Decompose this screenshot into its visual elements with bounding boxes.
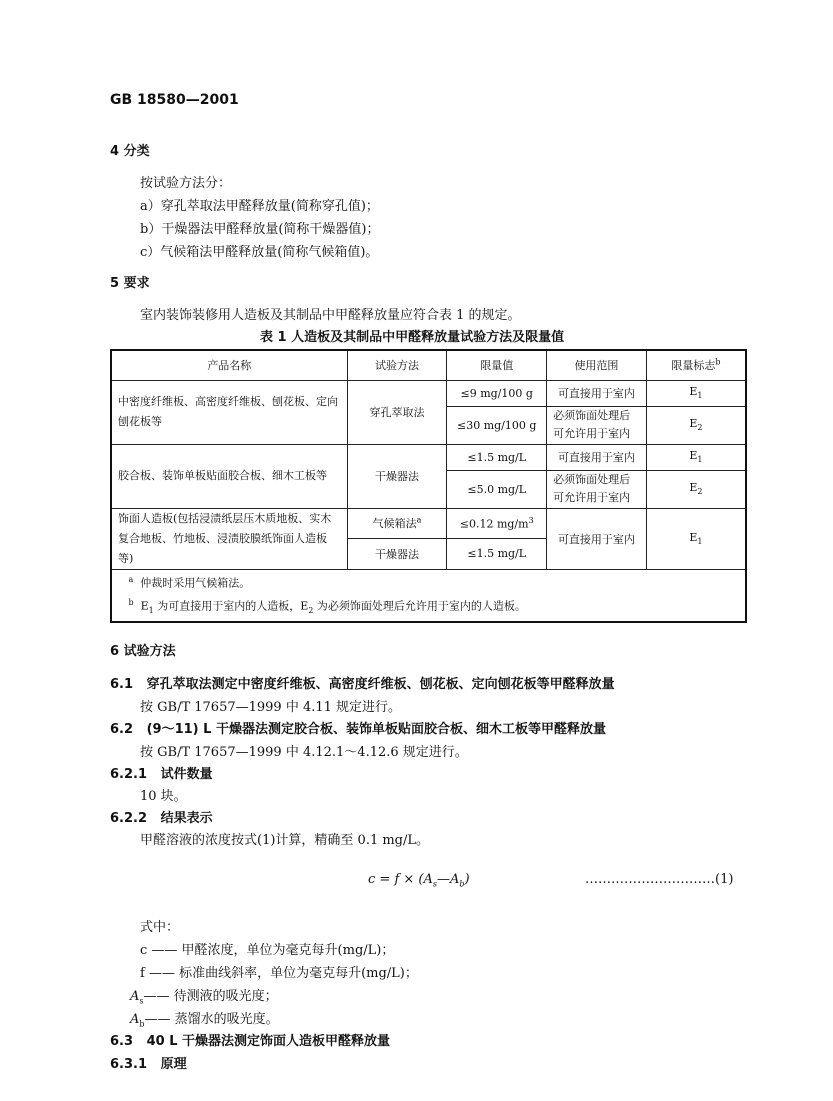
- scope-cell: 可直接用于室内: [547, 444, 647, 470]
- table-row: [111, 380, 746, 406]
- section-5-text: 室内装饰装修用人造板及其制品中甲醛释放量应符合表 1 的规定。: [140, 308, 521, 323]
- mark-cell: $E_1$: [646, 380, 746, 406]
- method-cell: 气候箱法$^a$: [347, 508, 447, 539]
- section-6-3-1-heading: 6.3.1 原理: [110, 1057, 187, 1072]
- table-row: [111, 508, 746, 539]
- definition-ab: $A_b——$ 蒸馏水的吸光度。: [130, 1012, 279, 1029]
- limit-cell: ≤1.5 mg/L: [447, 539, 547, 570]
- scope-cell: 必须饰面处理后可允许用于室内: [547, 470, 647, 508]
- section-6-2-heading: 6.2 (9～11) L 干燥器法测定胶合板、装饰单板贴面胶合板、细木工板等甲醛释放量: [110, 722, 606, 737]
- col-header-limit: 限量值: [447, 350, 547, 380]
- scope-cell: 可直接用于室内: [547, 508, 647, 569]
- note-b: $^b$ $E_1$ 为可直接用于室内的人造板，$E_2$ 为必须饰面处理后允许用于室内的人造板。: [128, 598, 526, 615]
- section-6-2-text: 按 GB/T 17657—1999 中 4.12.1～4.12.6 规定进行。: [140, 745, 468, 760]
- mark-cell: $E_1$: [646, 444, 746, 470]
- section-6-1-text: 按 GB/T 17657—1999 中 4.11 规定进行。: [140, 700, 402, 715]
- mark-cell: $E_2$: [646, 406, 746, 444]
- section-6-2-1-text: 10 块。: [140, 789, 187, 804]
- section-4-item-a: a）穿孔萃取法甲醛释放量(简称穿孔值)；: [140, 199, 379, 214]
- method-cell: 干燥器法: [347, 539, 447, 570]
- limit-cell: ≤0.12 $mg/m^3$: [447, 508, 547, 539]
- section-5-heading: 5 要求: [110, 276, 150, 291]
- mark-cell: $E_2$: [646, 470, 746, 508]
- product-cell: 胶合板、装饰单板贴面胶合板、细木工板等: [111, 444, 347, 508]
- col-header-scope: 使用范围: [547, 350, 647, 380]
- method-cell: 干燥器法: [347, 444, 447, 508]
- product-cell: 饰面人造板(包括浸渍纸层压木质地板、实木复合地板、竹地板、浸渍胶膜纸饰面人造板等): [111, 508, 347, 569]
- section-4-intro: 按试验方法分：: [140, 176, 232, 191]
- table-notes: [111, 569, 746, 622]
- limit-cell: ≤30 mg/100 g: [447, 406, 547, 444]
- method-cell: 穿孔萃取法: [347, 380, 447, 444]
- table-header-row: [111, 350, 746, 380]
- section-4-heading: 4 分类: [110, 144, 150, 159]
- definition-c: c —— 甲醛浓度，单位为毫克每升(mg/L)；: [140, 943, 395, 958]
- limit-cell: ≤9 mg/100 g: [447, 380, 547, 406]
- product-cell: 中密度纤维板、高密度纤维板、刨花板、定向刨花板等: [111, 380, 347, 444]
- section-6-2-2-heading: 6.2.2 结果表示: [110, 811, 213, 826]
- note-a: $^a$ 仲裁时采用气候箱法。: [128, 574, 251, 590]
- scope-cell: 必须饰面处理后可允许用于室内: [547, 406, 647, 444]
- limit-cell: ≤1.5 mg/L: [447, 444, 547, 470]
- col-header-mark: 限量标志$^b$: [646, 350, 746, 380]
- mark-cell: $E_1$: [646, 508, 746, 569]
- section-6-1-heading: 6.1 穿孔萃取法测定中密度纤维板、高密度纤维板、刨花板、定向刨花板等甲醛释放量: [110, 677, 615, 692]
- section-6-3-heading: 6.3 40 L 干燥器法测定饰面人造板甲醛释放量: [110, 1034, 391, 1049]
- where-label: 式中：: [140, 920, 180, 935]
- formula: $c = f \times (A_s—A_b)$: [368, 872, 470, 889]
- table-notes-row: [111, 569, 746, 622]
- col-header-product: 产品名称: [111, 350, 347, 380]
- section-4-item-b: b）干燥器法甲醛释放量(简称干燥器值)；: [140, 222, 380, 237]
- col-header-method: 试验方法: [347, 350, 447, 380]
- limit-cell: ≤5.0 mg/L: [447, 470, 547, 508]
- formula-number: …………………………(1): [585, 872, 734, 887]
- table-caption: 表 1 人造板及其制品中甲醛释放量试验方法及限量值: [260, 330, 565, 345]
- section-6-2-2-text: 甲醛溶液的浓度按式(1)计算，精确至 0.1 mg/L。: [140, 833, 430, 848]
- definition-f: f —— 标准曲线斜率，单位为毫克每升(mg/L)；: [140, 966, 418, 981]
- definition-as: $A_s——$ 待测液的吸光度；: [130, 989, 278, 1006]
- section-4-item-c: c）气候箱法甲醛释放量(简称气候箱值)。: [140, 245, 379, 260]
- table-row: [111, 444, 746, 470]
- section-6-heading: 6 试验方法: [110, 644, 176, 659]
- scope-cell: 可直接用于室内: [547, 380, 647, 406]
- limits-table: [110, 349, 747, 623]
- standard-code: GB 18580—2001: [110, 92, 239, 108]
- section-6-2-1-heading: 6.2.1 试件数量: [110, 767, 213, 782]
